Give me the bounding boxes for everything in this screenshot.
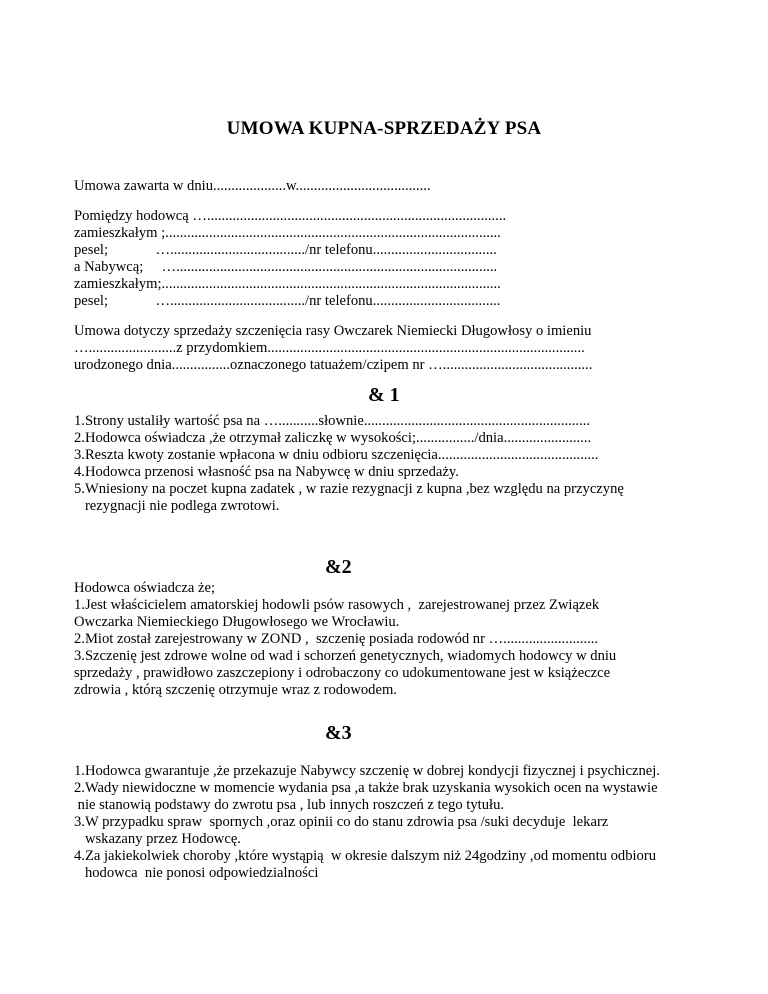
section-2-line: 2.Miot został zarejestrowany w ZOND , szczenię posiada rodowód nr ….......................... [74, 631, 599, 647]
section-3-line: 1.Hodowca gwarantuje ,że przekazuje Nabywcy szczenię w dobrej kondycji fizycznej i psychicznej. [74, 763, 660, 779]
section-3-heading: &3 [325, 722, 352, 744]
section-3-line: 4.Za jakiekolwiek choroby ,które wystąpią w okresie dalszym niż 24godziny ,od momentu odbioru [74, 848, 656, 864]
section-3-line: 2.Wady niewidoczne w momencie wydania psa ,a także brak uzyskania wysokich ocen na wystawie [74, 780, 658, 796]
party-line: a Nabywcą; …........................................................................................ [74, 259, 498, 275]
section-2-line: sprzedaży , prawidłowo zaszczepiony i odrobaczony co udokumentowane jest w książeczce [74, 665, 611, 681]
dog-line: urodzonego dnia................oznaczonego tatuażem/czipem nr …......................................... [74, 357, 593, 373]
section-2-line: zdrowia , którą szczenię otrzymuje wraz z rodowodem. [74, 682, 397, 698]
dog-line: …........................z przydomkiem....................................................................................... [74, 340, 585, 356]
section-3-line: wskazany przez Hodowcę. [74, 831, 241, 847]
intro-line: Umowa zawarta w dniu....................w..................................... [74, 178, 431, 194]
section-3-line: nie stanowią podstawy do zwrotu psa , lub innych roszczeń z tego tytułu. [74, 797, 505, 813]
section-3-line: 3.W przypadku spraw spornych ,oraz opinii co do stanu zdrowia psa /suki decyduje lekarz [74, 814, 609, 830]
party-line: zamieszkałym ;............................................................................................ [74, 225, 501, 241]
section-1-heading: & 1 [368, 384, 400, 406]
section-2-heading: &2 [325, 556, 352, 578]
section-1-line: rezygnacji nie podlega zwrotowi. [74, 498, 280, 514]
section-2-line: Owczarka Niemieckiego Długowłosego we Wrocławiu. [74, 614, 400, 630]
section-2-line: 3.Szczenię jest zdrowe wolne od wad i schorzeń genetycznych, wiadomych hodowcy w dniu [74, 648, 617, 664]
section-3-line: hodowca nie ponosi odpowiedzialności [74, 865, 319, 881]
section-1-line: 5.Wniesiony na poczet kupna zadatek , w razie rezygnacji z kupna ,bez względu na przyczynę [74, 481, 624, 497]
dog-line: Umowa dotyczy sprzedaży szczenięcia rasy Owczarek Niemiecki Długowłosy o imieniu [74, 323, 592, 339]
section-2-line: 1.Jest właścicielem amatorskiej hodowli psów rasowych , zarejestrowanej przez Związek [74, 597, 600, 613]
party-line: pesel; …...................................../nr telefonu.................................. [74, 242, 497, 258]
document-title: UMOWA KUPNA-SPRZEDAŻY PSA [226, 118, 542, 139]
section-1-line: 3.Reszta kwoty zostanie wpłacona w dniu odbioru szczenięcia............................................ [74, 447, 599, 463]
party-line: pesel; …...................................../nr telefonu................................... [74, 293, 501, 309]
section-1-line: 1.Strony ustaliły wartość psa na …...........słownie.............................................................. [74, 413, 591, 429]
party-line: zamieszkałym;............................................................................................. [74, 276, 501, 292]
section-2-line: Hodowca oświadcza że; [74, 580, 216, 596]
section-1-line: 4.Hodowca przenosi własność psa na Nabywcę w dniu sprzedaży. [74, 464, 459, 480]
party-line: Pomiędzy hodowcą ….................................................................................. [74, 208, 507, 224]
section-1-line: 2.Hodowca oświadcza ,że otrzymał zaliczkę w wysokości;................/dnia........................ [74, 430, 592, 446]
